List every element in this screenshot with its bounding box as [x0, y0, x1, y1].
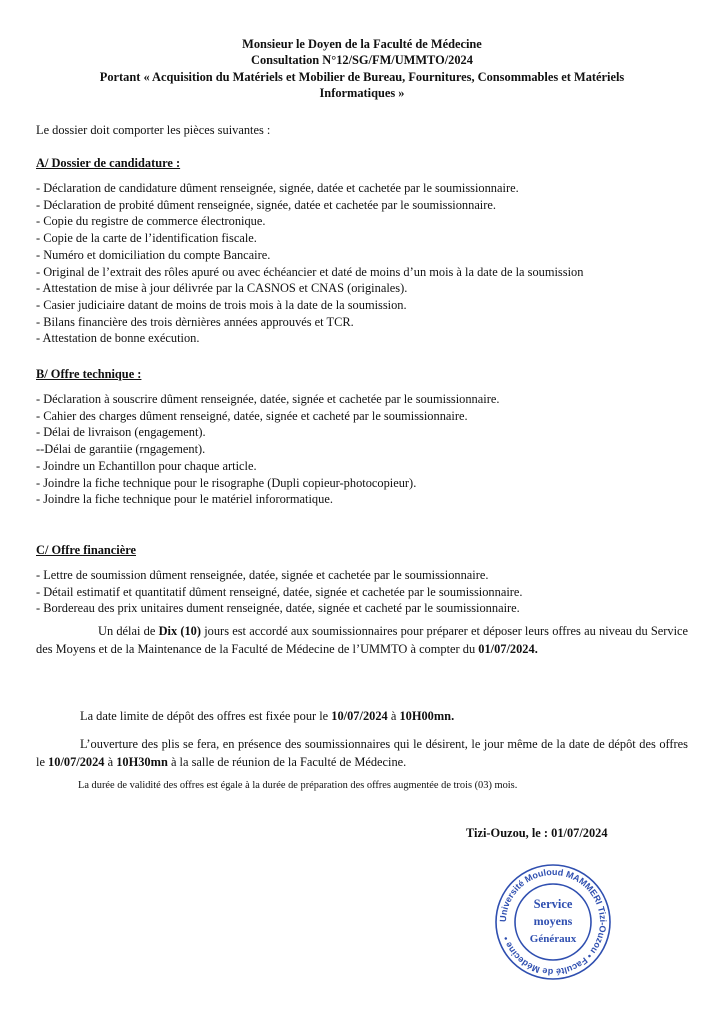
- list-item: --Délai de garantiie (rngagement).: [36, 442, 206, 457]
- delay-days: Dix (10): [158, 624, 202, 638]
- list-item: - Déclaration de probité dûment renseignée, signée, datée et cachetée par le soumissionnaire.: [36, 197, 496, 212]
- start-date: 01/07/2024.: [478, 642, 538, 656]
- list-item: - Attestation de mise à jour délivrée par la CASNOS et CNAS (originales).: [36, 281, 408, 296]
- section-c-title: C/ Offre financière: [36, 543, 137, 557]
- list-item: - Détail estimatif et quantitatif dûment renseigné, datée, signée et cachetée par le soumissionnaire.: [36, 584, 523, 599]
- text-span: à: [104, 755, 117, 769]
- section-a-list: [36, 180, 583, 347]
- list-item: - Bordereau des prix unitaires dument renseignée, datée, signée et cacheté par le soumissionnaire.: [36, 601, 520, 616]
- section-offre-technique: [36, 367, 499, 508]
- official-stamp: [484, 862, 622, 982]
- text-span: Un délai de: [98, 624, 159, 638]
- section-offre-financiere: [36, 543, 523, 617]
- header-consultation-number: Consultation N°12/SG/FM/UMMTO/2024: [251, 53, 473, 68]
- stamp-line-service: Service: [533, 897, 573, 911]
- header-subject-line2: Informatiques »: [319, 86, 405, 101]
- signature-place-date: Tizi-Ouzou, le : 01/07/2024: [466, 826, 608, 840]
- text-span: L’ouverture des plis se fera, en présence des soumissionnaires qui le désirent, le jour même de la date de dépôt des offres le: [36, 737, 688, 769]
- list-item: - Joindre la fiche technique pour le matériel inforormatique.: [36, 492, 333, 507]
- stamp-ring-text: Université Mouloud MAMMERI Tizi-Ouzou • Faculté de Médecine •: [497, 866, 609, 978]
- list-item: - Lettre de soumission dûment renseignée, datée, signée et cachetée par le soumissionnaire.: [36, 568, 489, 582]
- section-a-title: A/ Dossier de candidature :: [36, 156, 181, 170]
- opening-time: 10H30mn: [116, 755, 168, 769]
- list-item: - Copie du registre de commerce électronique.: [36, 214, 266, 229]
- list-item: - Joindre la fiche technique pour le risographe (Dupli copieur-photocopieur).: [36, 475, 417, 490]
- text-span: à la salle de réunion de la Faculté de Médecine.: [167, 755, 407, 769]
- list-item: - Bilans financière des trois dèrnières années approuvés et TCR.: [36, 314, 354, 329]
- section-c-list: [36, 567, 523, 617]
- limit-time: 10H00mn.: [399, 709, 455, 723]
- list-item: - Délai de livraison (engagement).: [36, 425, 206, 440]
- list-item: - Casier judiciaire datant de moins de trois mois à la date de la soumission.: [36, 297, 407, 312]
- list-item: - Déclaration à souscrire dûment renseignée, datée, signée et cachetée par le soumissionnaire.: [36, 392, 500, 406]
- header-subject-line1: Portant « Acquisition du Matériels et Mobilier de Bureau, Fournitures, Consommables et Matériels: [99, 69, 625, 84]
- opening-date: 10/07/2024: [48, 755, 105, 769]
- text-span: jours est accordé aux soumissionnaires pour préparer et déposer leurs offres au niveau du Service des Moyens et de la Maintenance de la Faculté de Médecine de l’UMMTO à compter du: [36, 624, 689, 656]
- section-dossier-candidature: [36, 156, 583, 347]
- text-span: à: [387, 709, 400, 723]
- list-item: - Cahier des charges dûment renseigné, datée, signée et cacheté par le soumissionnaire.: [36, 408, 468, 423]
- submission-limit-paragraph: [36, 707, 688, 725]
- section-b-title: B/ Offre technique :: [36, 367, 142, 381]
- list-item: - Déclaration de candidature dûment renseignée, signée, datée et cachetée par le soumissionnaire.: [36, 181, 519, 195]
- header-recipient: Monsieur le Doyen de la Faculté de Médecine: [242, 37, 482, 51]
- list-item: - Numéro et domiciliation du compte Bancaire.: [36, 247, 271, 262]
- document-header: [30, 36, 694, 102]
- text-span: La date limite de dépôt des offres est fixée pour le: [80, 709, 332, 723]
- validity-paragraph: La durée de validité des offres est égale à la durée de préparation des offres augmentée de trois (03) mois.: [78, 780, 518, 791]
- section-b-list: [36, 391, 499, 508]
- list-item: - Original de l’extrait des rôles apuré ou avec échéancier et daté de moins d’un mois à la date de la soumission: [36, 264, 584, 279]
- limit-date: 10/07/2024: [331, 709, 388, 723]
- list-item: - Copie de la carte de l’identification fiscale.: [36, 231, 257, 246]
- list-item: - Joindre un Echantillon pour chaque article.: [36, 458, 257, 473]
- stamp-line-moyens: moyens: [533, 914, 573, 928]
- list-item: - Attestation de bonne exécution.: [36, 331, 200, 346]
- intro-text: Le dossier doit comporter les pièces suivantes :: [36, 123, 271, 137]
- stamp-line-generaux: Généraux: [529, 933, 577, 945]
- deadline-paragraph: [36, 622, 688, 658]
- opening-paragraph: [36, 735, 688, 771]
